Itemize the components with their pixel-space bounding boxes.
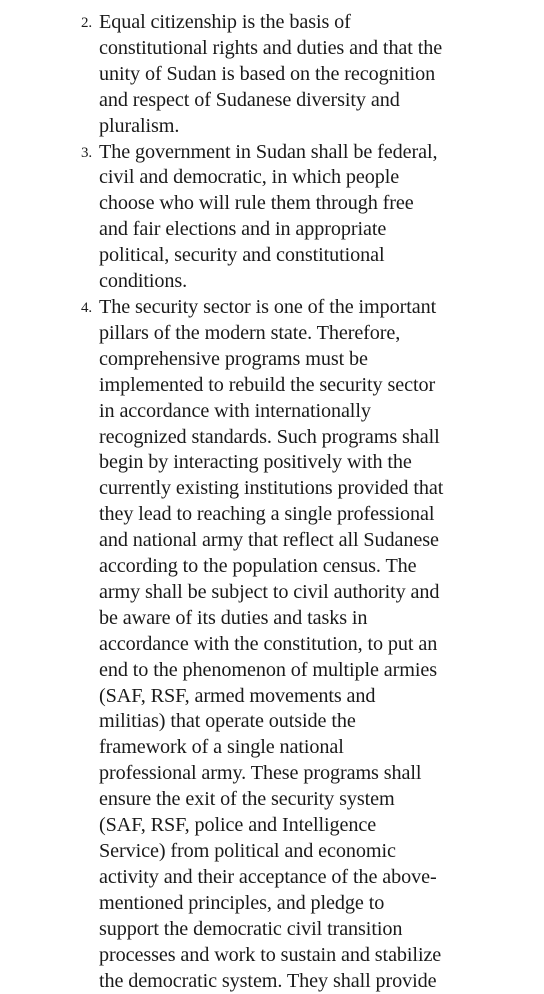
text-line: begin by interacting positively with the: [99, 451, 412, 474]
list-item-3: [76, 140, 488, 295]
text-line: professional army. These programs shall: [99, 762, 422, 785]
text-line: they lead to reaching a single professional: [99, 503, 435, 526]
text-line: Service) from political and economic: [99, 840, 396, 862]
text-line: Equal citizenship is the basis of: [99, 11, 351, 33]
list-item-number: 4.: [81, 299, 93, 316]
text-line: army shall be subject to civil authority and: [99, 580, 440, 603]
text-line: recognized standards. Such programs shall: [99, 425, 440, 448]
text-line: pillars of the modern state. Therefore,: [99, 321, 401, 344]
text-line: mentioned principles, and pledge to: [99, 891, 385, 914]
text-line: the democratic system. They shall provide: [99, 969, 437, 992]
text-line: support the democratic civil transition: [99, 917, 403, 940]
text-line: implemented to rebuild the security sector: [99, 373, 436, 396]
text-line: and national army that reflect all Sudanese: [99, 529, 439, 552]
text-line: conditions.: [99, 270, 188, 293]
text-line: ensure the exit of the security system: [99, 788, 395, 811]
text-line: according to the population census. The: [99, 555, 417, 578]
text-line: political, security and constitutional: [99, 244, 385, 267]
text-line: civil and democratic, in which people: [99, 166, 400, 189]
text-line: currently existing institutions provided that: [99, 477, 444, 500]
text-line: The security sector is one of the important: [99, 295, 437, 318]
text-line: pluralism.: [99, 114, 180, 137]
list-item-4: [76, 295, 488, 994]
text-line: accordance with the constitution, to put an: [99, 632, 438, 655]
list-item-number: 2.: [81, 15, 93, 31]
text-line: be aware of its duties and tasks in: [99, 606, 368, 629]
text-line: The government in Sudan shall be federal,: [99, 140, 438, 163]
text-line: unity of Sudan is based on the recognition: [99, 62, 436, 85]
text-line: militias) that operate outside the: [99, 710, 356, 733]
list-item-number: 3.: [81, 144, 93, 161]
text-line: processes and work to sustain and stabilize: [99, 943, 442, 966]
numbered-list: [76, 10, 488, 994]
text-line: activity and their acceptance of the above-: [99, 865, 437, 888]
text-line: (SAF, RSF, police and Intelligence: [99, 814, 377, 837]
text-line: framework of a single national: [99, 736, 344, 759]
text-line: (SAF, RSF, armed movements and: [99, 684, 376, 707]
text-line: and fair elections and in appropriate: [99, 218, 387, 241]
text-line: comprehensive programs must be: [99, 347, 368, 370]
list-item-2: [76, 10, 488, 140]
text-line: constitutional rights and duties and that the: [99, 36, 443, 59]
text-line: end to the phenomenon of multiple armies: [99, 658, 437, 681]
text-line: choose who will rule them through free: [99, 192, 414, 215]
text-line: in accordance with internationally: [99, 399, 371, 422]
text-line: and respect of Sudanese diversity and: [99, 88, 400, 111]
